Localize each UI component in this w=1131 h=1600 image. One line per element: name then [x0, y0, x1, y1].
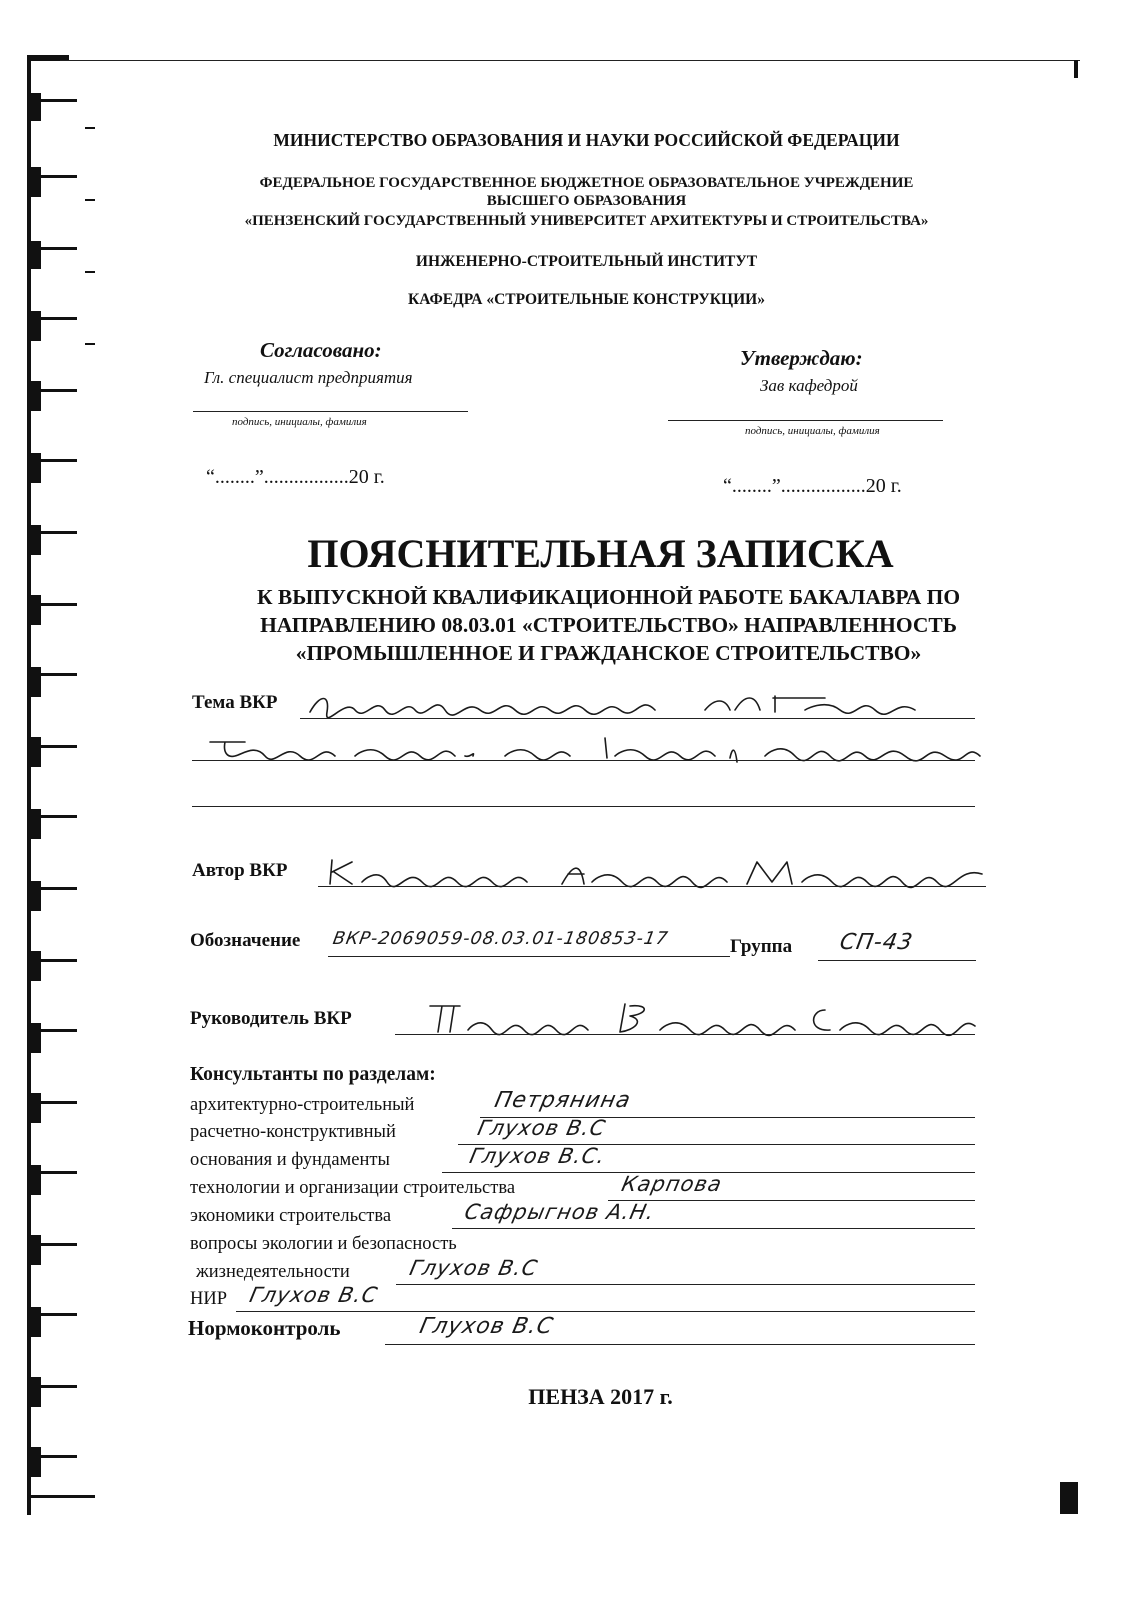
- supervisor-label: Руководитель ВКР: [190, 1008, 352, 1029]
- norm-control-line: [385, 1344, 975, 1345]
- consultant-value-research: Глухов В.С: [247, 1283, 381, 1307]
- institution-line-2: ВЫСШЕГО ОБРАЗОВАНИЯ: [486, 193, 687, 209]
- consultant-line-technology: [608, 1200, 975, 1201]
- document-subtitle-1: К ВЫПУСКНОЙ КВАЛИФИКАЦИОННОЙ РАБОТЕ БАКАЛАВРА ПО: [256, 585, 961, 609]
- approval-right-caption: подпись, инициалы, фамилия: [745, 425, 880, 437]
- consultant-label-research: НИР: [190, 1289, 228, 1309]
- approval-right-date: “........”.................20 г.: [723, 475, 902, 497]
- designation-label: Обозначение: [190, 930, 301, 951]
- approval-right-role: Зав кафедрой: [760, 376, 858, 395]
- supervisor-handwriting: [420, 1000, 980, 1038]
- consultant-label-structural: расчетно-конструктивный: [190, 1122, 396, 1142]
- document-subtitle-2: НАПРАВЛЕНИЮ 08.03.01 «СТРОИТЕЛЬСТВО» НАПРАВЛЕННОСТЬ: [260, 613, 957, 637]
- approval-right-title: Утверждаю:: [740, 346, 863, 370]
- consultant-label-life-safety: жизнедеятельности: [196, 1262, 350, 1282]
- approval-left-role: Гл. специалист предприятия: [204, 368, 413, 387]
- consultant-label-ecology: вопросы экологии и безопасность: [190, 1234, 457, 1254]
- group-label: Группа: [730, 936, 793, 957]
- approval-left-date: “........”.................20 г.: [206, 466, 385, 488]
- topic-handwriting-2: [205, 732, 985, 766]
- institute-name: ИНЖЕНЕРНО-СТРОИТЕЛЬНЫЙ ИНСТИТУТ: [415, 253, 758, 270]
- approval-right-sign-line: [668, 420, 943, 421]
- consultant-label-architecture: архитектурно-строительный: [190, 1095, 415, 1115]
- document-subtitle-3: «ПРОМЫШЛЕННОЕ И ГРАЖДАНСКОЕ СТРОИТЕЛЬСТВО»: [295, 641, 922, 665]
- department-name: КАФЕДРА «СТРОИТЕЛЬНЫЕ КОНСТРУКЦИИ»: [408, 291, 765, 308]
- consultant-value-life-safety: Глухов В.С: [407, 1256, 541, 1280]
- city-year: ПЕНЗА 2017 г.: [528, 1384, 673, 1409]
- author-handwriting: [322, 856, 992, 890]
- ministry-line: МИНИСТЕРСТВО ОБРАЗОВАНИЯ И НАУКИ РОССИЙСКОЙ ФЕДЕРАЦИИ: [273, 130, 900, 150]
- consultant-value-technology: Карпова: [619, 1172, 725, 1196]
- corner-mark: [1074, 60, 1078, 78]
- consultant-label-foundations: основания и фундаменты: [190, 1150, 390, 1170]
- topic-handwriting-1: [305, 690, 925, 720]
- consultant-value-economics: Сафрыгнов А.Н.: [462, 1200, 658, 1224]
- consultant-line-economics: [452, 1228, 975, 1229]
- designation-value: ВКР-2069059-08.03.01-180853-17: [331, 929, 670, 949]
- group-value: СП-43: [837, 930, 916, 955]
- institution-line-1: ФЕДЕРАЛЬНОЕ ГОСУДАРСТВЕННОЕ БЮДЖЕТНОЕ ОБРАЗОВАТЕЛЬНОЕ УЧРЕЖДЕНИЕ: [259, 175, 914, 191]
- corner-mark-bottom: [1060, 1482, 1078, 1514]
- approval-left-caption: подпись, инициалы, фамилия: [232, 416, 367, 428]
- consultant-value-structural: Глухов В.С: [475, 1116, 609, 1140]
- norm-control-label: Нормоконтроль: [188, 1316, 341, 1340]
- designation-line: [328, 956, 730, 957]
- topic-label: Тема ВКР: [192, 692, 278, 713]
- norm-control-value: Глухов В.С: [417, 1314, 556, 1339]
- author-label: Автор ВКР: [192, 860, 288, 881]
- document-title: ПОЯСНИТЕЛЬНАЯ ЗАПИСКА: [307, 531, 894, 576]
- binding-margin: [25, 55, 95, 1515]
- consultants-heading: Консультанты по разделам:: [190, 1064, 436, 1085]
- consultant-value-architecture: Петрянина: [492, 1088, 634, 1113]
- group-line: [818, 960, 976, 961]
- institution-line-3: «ПЕНЗЕНСКИЙ ГОСУДАРСТВЕННЫЙ УНИВЕРСИТЕТ АРХИТЕКТУРЫ И СТРОИТЕЛЬСТВА»: [244, 213, 929, 229]
- consultant-label-technology: технологии и организации строительства: [190, 1178, 516, 1198]
- consultant-label-economics: экономики строительства: [190, 1206, 392, 1226]
- approval-left-title: Согласовано:: [260, 338, 382, 362]
- consultant-value-foundations: Глухов В.С.: [467, 1144, 608, 1168]
- consultant-line-life-safety: [396, 1284, 975, 1285]
- top-border: [60, 60, 1080, 61]
- topic-line-3: [192, 806, 975, 807]
- consultant-line-research: [236, 1311, 975, 1312]
- approval-left-sign-line: [193, 411, 468, 412]
